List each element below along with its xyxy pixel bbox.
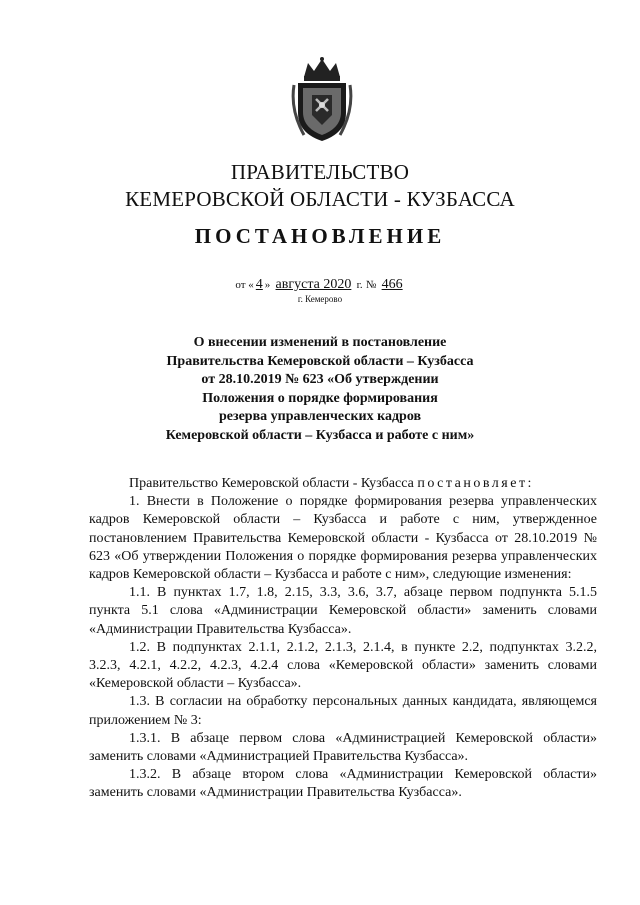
subject-line: Правительства Кемеровской области – Кузбасса <box>166 353 474 369</box>
document-type-title: ПОСТАНОВЛЕНИЕ <box>194 224 446 248</box>
date-day: 4 <box>255 277 263 292</box>
city-label: г. Кемерово <box>297 294 343 304</box>
subject-line: резерва управленческих кадров <box>218 409 422 424</box>
paragraph-1-3-2: 1.3.2. В абзаце втором слова «Администрации Кемеровской области» заменить словами «Администрации Правительства Кузбасса». <box>89 767 597 801</box>
date-number-line <box>0 276 640 293</box>
subject-line: Положения о порядке формирования <box>202 390 438 406</box>
paragraph-1-1: 1.1. В пунктах 1.7, 1.8, 2.15, 3.3, 3.6, 3.7, абзаце первом подпункта 5.1.5 пункта 5.1 слова «Администрации Кемеровской области» заменить словами «Администрации Правительства Кузбасса». <box>89 585 597 637</box>
subject-line: О внесении изменений в постановление <box>193 335 447 350</box>
date-prefix: от « <box>235 279 254 291</box>
paragraph-1-2: 1.2. В подпунктах 2.1.1, 2.1.2, 2.1.3, 2.1.4, в пункте 2.2, подпунктах 3.2.2, 3.2.3, 4.2.1, 4.2.2, 4.2.3, 4.2.4 слова «Кемеровской области» заменить словами «Кемеровской области – Кузбасса». <box>89 639 597 692</box>
document-subject <box>0 334 640 445</box>
number-label: № <box>365 279 377 291</box>
document-body <box>89 475 597 803</box>
date-mid: » <box>264 279 271 291</box>
intro-paragraph <box>89 475 597 493</box>
intro-text: Правительство Кемеровской области - Кузбасса <box>129 476 418 491</box>
subject-line: Кемеровской области – Кузбасса и работе с ним» <box>165 427 475 443</box>
paragraph-1-3: 1.3. В согласии на обработку персональных данных кандидата, являющемся приложением № 3: <box>89 694 597 728</box>
org-name-line2: КЕМЕРОВСКОЙ ОБЛАСТИ - КУЗБАССА <box>125 187 515 211</box>
date-year-suffix: г. <box>356 279 363 291</box>
intro-decree-word: постановляет: <box>417 476 534 491</box>
date-month-year: августа 2020 <box>275 277 352 292</box>
document-number: 466 <box>381 277 403 292</box>
kuzbass-coat-of-arms-icon <box>290 55 354 145</box>
org-name-line1: ПРАВИТЕЛЬСТВО <box>230 160 410 184</box>
paragraph-1: 1. Внести в Положение о порядке формирования резерва управленческих кадров Кемеровской области – Кузбасса и работе с ним, утвержденное постановлением Правительства Кемеровской области - Кузбасса от 28.10.2019 № 623 «Об утверждении Положения о порядке формирования резерва управленческих кадров Кемеровской области – Кузбасса и работе с ним», следующие изменения: <box>89 494 597 583</box>
subject-line: от 28.10.2019 № 623 «Об утверждении <box>201 372 439 387</box>
paragraph-1-3-1: 1.3.1. В абзаце первом слова «Администрацией Кемеровской области» заменить словами «Администрацией Правительства Кузбасса». <box>89 730 597 765</box>
